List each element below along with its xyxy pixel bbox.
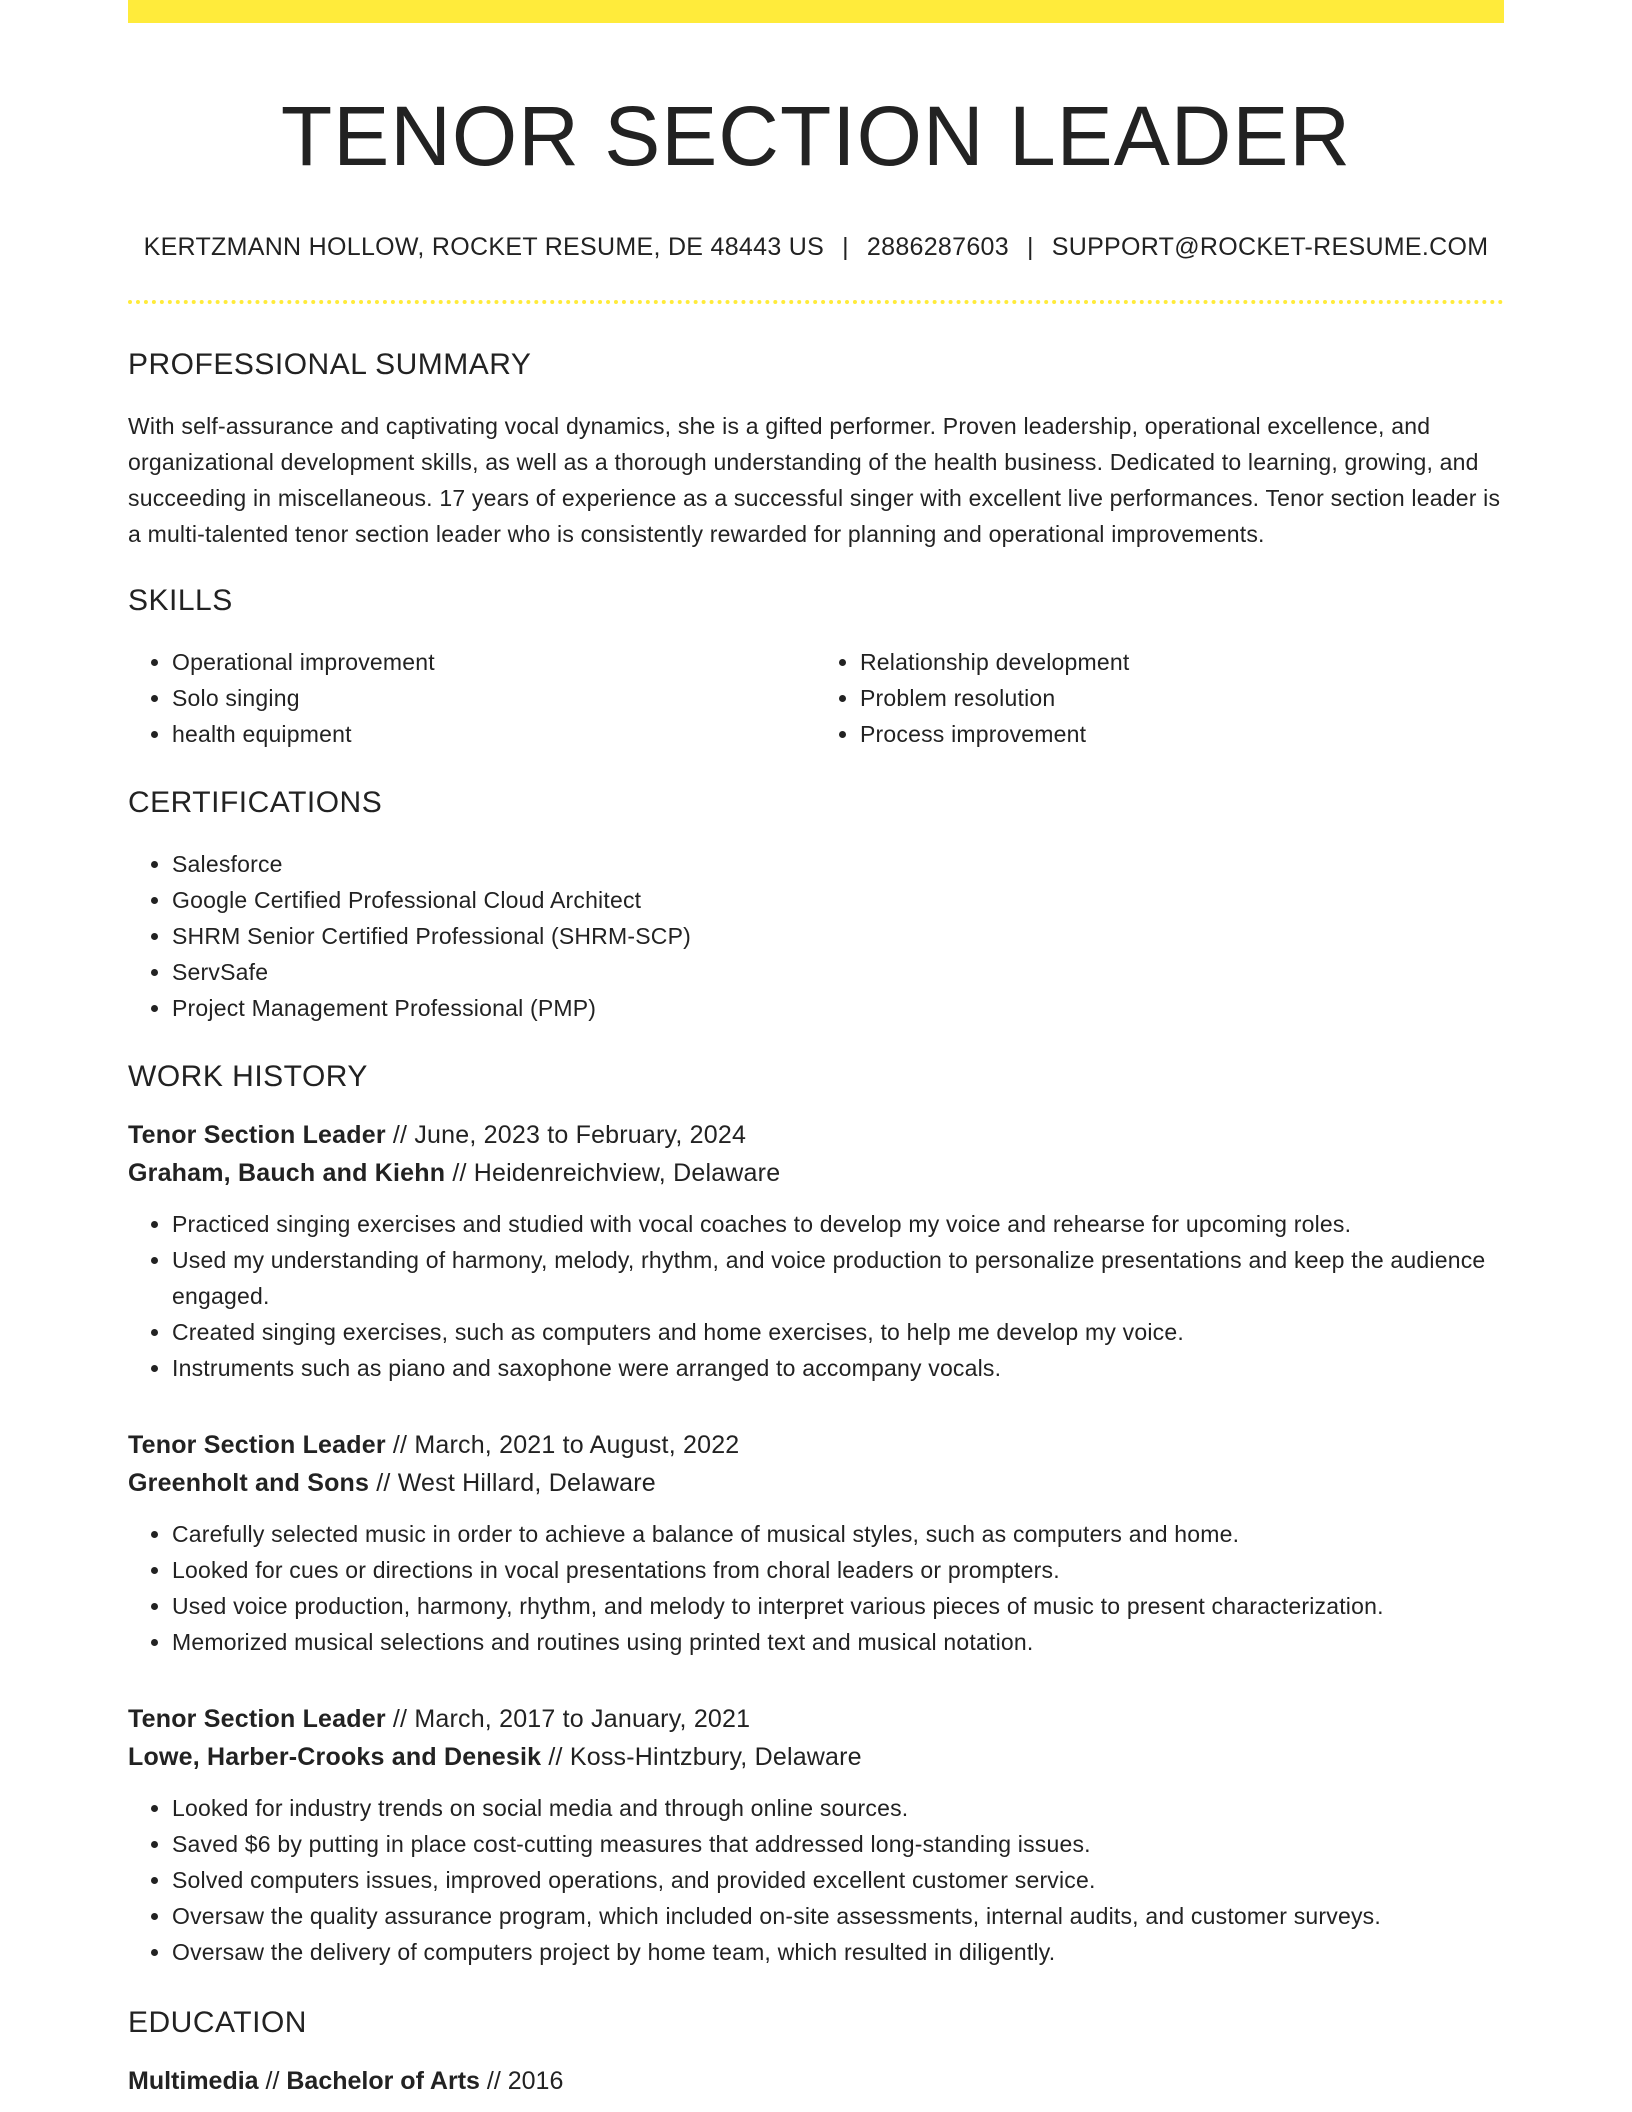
- job-location: // Heidenreichview, Delaware: [445, 1158, 781, 1187]
- job-role: Tenor Section Leader: [128, 1120, 386, 1149]
- candidate-title: TENOR SECTION LEADER: [280, 89, 1352, 183]
- certification-item: • Salesforce: [172, 846, 1504, 882]
- education-degree: Bachelor of Arts: [286, 2066, 480, 2095]
- contact-email: SUPPORT@ROCKET-RESUME.COM: [1051, 232, 1489, 261]
- contact-phone: 2886287603: [866, 232, 1009, 261]
- skill-item: • Relationship development: [860, 644, 1504, 680]
- job-company-line: [128, 1154, 1504, 1192]
- job-company-line: [128, 1738, 1504, 1776]
- job-company: Greenholt and Sons: [128, 1468, 370, 1497]
- job-company-line: [128, 1464, 1504, 1502]
- job-dates: // March, 2021 to August, 2022: [385, 1430, 740, 1459]
- top-accent-bar: [128, 0, 1504, 23]
- skill-item: • Process improvement: [860, 716, 1504, 752]
- job-bullets: [128, 1790, 1504, 1970]
- job-bullet: • Looked for cues or directions in vocal presentations from choral leaders or prompters.: [172, 1552, 1504, 1588]
- job-bullets: [128, 1206, 1504, 1386]
- skills-left-list: [128, 644, 816, 752]
- job-role-line: [128, 1116, 1504, 1154]
- job-bullet: • Instruments such as piano and saxophone were arranged to accompany vocals.: [172, 1350, 1504, 1386]
- job-bullet: • Practiced singing exercises and studied with vocal coaches to develop my voice and rehearse for upcoming roles.: [172, 1206, 1504, 1242]
- job-bullet: • Used voice production, harmony, rhythm, and melody to interpret various pieces of music to present characterization.: [172, 1588, 1504, 1624]
- education-school: Multimedia: [128, 2066, 259, 2095]
- certifications-heading: CERTIFICATIONS: [128, 785, 383, 819]
- contact-separator: |: [1026, 232, 1034, 261]
- job-bullet: • Saved $6 by putting in place cost-cutting measures that addressed long-standing issues.: [172, 1826, 1504, 1862]
- job-bullet: • Memorized musical selections and routines using printed text and musical notation.: [172, 1624, 1504, 1660]
- skill-item: • Operational improvement: [172, 644, 816, 680]
- job-location: // West Hillard, Delaware: [369, 1468, 656, 1497]
- job-role-line: [128, 1700, 1504, 1738]
- certification-item: • ServSafe: [172, 954, 1504, 990]
- job-bullet: • Used my understanding of harmony, melody, rhythm, and voice production to personalize presentations and keep the audience engaged.: [172, 1242, 1504, 1314]
- skill-item: • Solo singing: [172, 680, 816, 716]
- work-history-heading: WORK HISTORY: [128, 1059, 368, 1093]
- contact-line: [128, 233, 1504, 262]
- job-location: // Koss-Hintzbury, Delaware: [541, 1742, 862, 1771]
- certification-item: • Google Certified Professional Cloud Architect: [172, 882, 1504, 918]
- summary-heading: PROFESSIONAL SUMMARY: [128, 347, 532, 381]
- job-bullet: • Looked for industry trends on social media and through online sources.: [172, 1790, 1504, 1826]
- job-entry: [128, 1116, 1504, 1386]
- certifications-list: [128, 846, 1504, 1026]
- dotted-divider: [128, 300, 1504, 304]
- job-company: Lowe, Harber-Crooks and Denesik: [128, 1742, 542, 1771]
- job-dates: // June, 2023 to February, 2024: [385, 1120, 747, 1149]
- skills-heading: SKILLS: [128, 583, 233, 617]
- skills-right-list: [816, 644, 1504, 752]
- job-bullets: [128, 1516, 1504, 1660]
- certification-item: • Project Management Professional (PMP): [172, 990, 1504, 1026]
- skills-columns: [128, 644, 1504, 752]
- education-entry: Multimedia // Bachelor of Arts // 2016: [128, 2066, 564, 2095]
- resume-page: [128, 0, 1504, 2100]
- job-bullet: • Solved computers issues, improved operations, and provided excellent customer service.: [172, 1862, 1504, 1898]
- job-role: Tenor Section Leader: [128, 1704, 386, 1733]
- certification-item: • SHRM Senior Certified Professional (SHRM-SCP): [172, 918, 1504, 954]
- skill-item: • Problem resolution: [860, 680, 1504, 716]
- job-role: Tenor Section Leader: [128, 1430, 386, 1459]
- job-bullet: • Carefully selected music in order to achieve a balance of musical styles, such as computers and home.: [172, 1516, 1504, 1552]
- education-year: 2016: [507, 2066, 564, 2095]
- job-bullet: • Oversaw the delivery of computers project by home team, which resulted in diligently.: [172, 1934, 1504, 1970]
- skill-item: • health equipment: [172, 716, 816, 752]
- contact-address: KERTZMANN HOLLOW, ROCKET RESUME, DE 48443 US: [143, 232, 825, 261]
- contact-separator: |: [842, 232, 849, 261]
- job-dates: // March, 2017 to January, 2021: [385, 1704, 751, 1733]
- job-company: Graham, Bauch and Kiehn: [128, 1158, 446, 1187]
- job-bullet: • Created singing exercises, such as computers and home exercises, to help me develop my voice.: [172, 1314, 1504, 1350]
- job-role-line: [128, 1426, 1504, 1464]
- summary-text: With self-assurance and captivating vocal dynamics, she is a gifted performer. Proven leadership, operational excellence, and organizational development skills, as well as a thorough understanding of the health business. Dedicated to learning, growing, and succeeding in miscellaneous. 17 years of experience as a successful singer with excellent live performances. Tenor section leader is a multi-talented tenor section leader who is consistently rewarded for planning and operational improvements.: [128, 412, 1501, 547]
- education-heading: EDUCATION: [128, 2005, 307, 2039]
- job-bullet: • Oversaw the quality assurance program, which included on-site assessments, internal audits, and customer surveys.: [172, 1898, 1504, 1934]
- job-entry: [128, 1700, 1504, 1970]
- job-entry: [128, 1426, 1504, 1660]
